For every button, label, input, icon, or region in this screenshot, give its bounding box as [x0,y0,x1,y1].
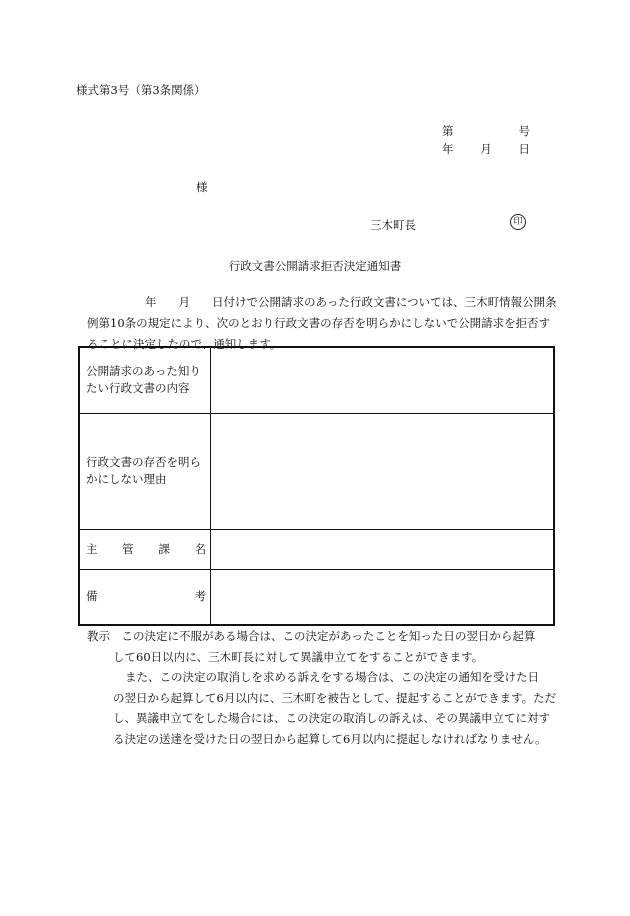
requested-document-label: 公開請求のあった知りたい行政文書の内容 [79,347,211,413]
number-suffix: 号 [518,124,530,138]
reason-label: 行政文書の存否を明らかにしない理由 [79,413,211,529]
notes-label: 教示 [87,629,110,643]
department-value[interactable] [211,529,555,569]
table-row [79,413,554,529]
instruction-notes [87,626,557,749]
seal-mark: 印 [510,214,526,230]
addressee-honorific: 様 [196,180,208,194]
department-label: 主 管 課 名 [79,529,211,569]
sender-title: 三木町長 [370,218,416,232]
date-year: 年 [442,142,454,156]
date-line [442,141,530,157]
note1-rest: して60日以内に、三木町長に対して異議申立てをすることができます。 [113,649,484,664]
note2-first: また、この決定の取消しを求める訴えをする場合は、この決定の通知を受けた日 [125,670,539,684]
date-day: 日 [518,142,530,156]
body-text: 日付けで公開請求のあった行政文書については、三木町情報公開条例第10条の規定により、次のとおり行政文書の存否を明らかにしないで公開請求を拒否することに決定したので、通知します。 [87,295,557,351]
requested-document-value[interactable] [211,347,555,413]
document-title: 行政文書公開請求拒否決定通知書 [228,259,402,273]
reason-value[interactable] [211,413,555,529]
note2-rest: の翌日から起算して6月以内に、三木町を被告として、提起することができます。ただし、異議申立てをした場合には、この決定の取消しの訴えは、その異議申立てに対する決定の送達を受けた日の翌日から起算して6月以内に提起しなければなりません。 [113,690,557,746]
number-prefix: 第 [442,124,454,138]
info-table [78,346,555,626]
remarks-label: 備 考 [79,569,211,625]
table-row [79,347,554,413]
document-number-line [442,123,530,139]
form-number-label: 様式第3号（第3条関係） [76,83,206,97]
table-row [79,569,554,625]
body-month: 月 [178,295,190,309]
body-year: 年 [145,295,157,309]
date-month: 月 [480,142,492,156]
remarks-value[interactable] [211,569,555,625]
table-row [79,529,554,569]
note1-first: この決定に不服がある場合は、この決定があったことを知った日の翌日から起算 [121,629,536,643]
